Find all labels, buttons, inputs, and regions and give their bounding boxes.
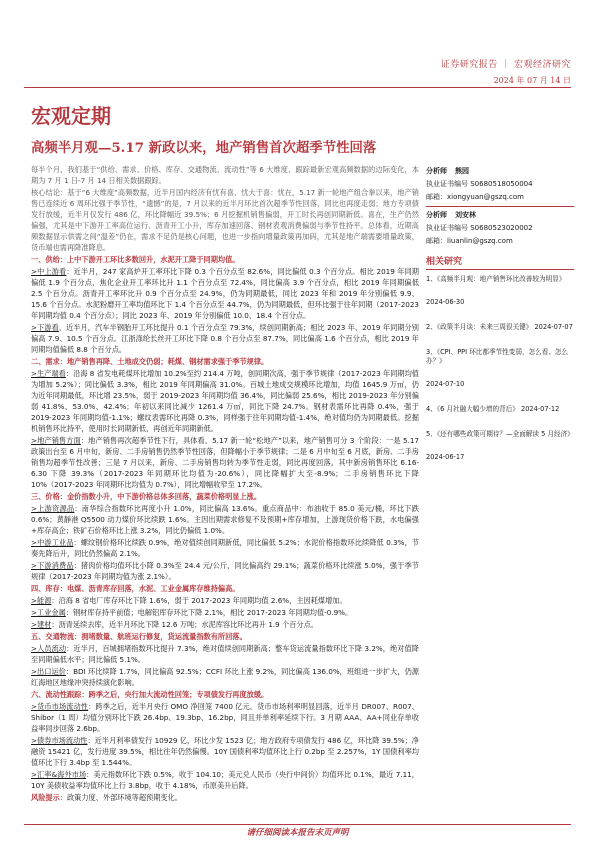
section-paragraph bbox=[31, 595, 419, 606]
author-2-cert-line bbox=[426, 222, 574, 235]
sidebar bbox=[426, 165, 574, 478]
paragraph-text: ：螺纹钢价格环比续跌 0.9%，绝对值续创同期新低，同比偏低 5.2%；水泥价格指数环比续降低 0.3%，节奏先降后升，同比仍然偏高 2.1%。 bbox=[31, 538, 419, 558]
section-paragraph bbox=[31, 368, 419, 434]
section-paragraph bbox=[31, 560, 419, 582]
paragraph-lead: >人员流动 bbox=[31, 644, 67, 653]
section-paragraph bbox=[31, 607, 419, 618]
paragraph-text: ：近半月利率债发行 10929 亿，环比少发 1523 亿；地方政府专项债发行 486 亿，环比降 39.5%；净融资 15421 亿，发行进度 39.5%，相比往年仍然偏慢。10Y 国债利率均值环比上行 0.2bp 至 2.257%，1Y 国债利率均值环比下行 3.4bp 至 1.544%。 bbox=[31, 736, 419, 767]
paragraph-lead: >债券市场流动性 bbox=[31, 736, 88, 745]
paragraph-text: ：近半月，247 家高炉开工率环比下降 0.3 个百分点至 82.6%，同比偏低 0.3 个百分点。相比 2019 年同期偏低 1.9 个百分点，焦化企业开工率环比升 1.1 个百分点至 72.4%，同比偏高 3.9 个百分点，相比 2019 年同期偏低 2.5 个百分点。沥青开工率环比升 0.9 个百分点至 24.9%，仍为同期最低，同比 2023 年和 2019 年分别偏低 9.9、15.6 个百分点。水泥粉磨开工率均值环比下 1.4 个百分点至 44.7%，仍为同期最低，但环比强于往年同期（2017-2023 年同期均值 0.4 个百分点）；同比 2023 年、2019 年分别偏低 10.0、18.4 个百分点。 bbox=[31, 267, 419, 320]
author-1-email[interactable]: xiongyuan@gszq.com bbox=[447, 193, 524, 201]
section-heading: 四、库存：电煤、沥青库存回落，水泥、工业金属库存维持偏高。 bbox=[31, 584, 240, 593]
author-1-cert: S0680518050004 bbox=[470, 180, 533, 188]
section-paragraph bbox=[31, 435, 419, 490]
author-2-cert-label: 执业证书编号 bbox=[426, 224, 468, 232]
paragraph-text: ：跨季之后，近半月央行 OMO 净回笼 7400 亿元。货币市场利率明显回落，近半月 DR007、R007、Shibor（1 周）均值分别环比下跌 26.4bp、19.3bp、16.2bp，同且并单利率延续下行。3 月期 AAA、AA+同业存单收益率同步回落 2.6bp。 bbox=[31, 702, 419, 733]
paragraph-text: ：近半月，百城拥堵指数环比提升 7.3%，绝对值续创同期新高；整车货运流量指数环比下降 3.2%，绝对值降至同期偏低水平；同比偏低 5.1%。 bbox=[31, 644, 419, 664]
report-category: 证券研究报告 ｜ 宏观经济研究 bbox=[440, 60, 571, 70]
report-subtitle: 高频半月观—5.17 新政以来，地产销售首次超季节性回落 bbox=[31, 140, 377, 156]
related-research-date: 2024-06-17 bbox=[426, 453, 465, 461]
footer-disclaimer: 请仔细阅读本报告末页声明 bbox=[246, 828, 349, 838]
author-2-cert: S0680523020002 bbox=[470, 224, 533, 232]
paragraph-lead: >货币市场流动性 bbox=[31, 702, 89, 711]
paragraph-text: ：南华综合指数环比再度小升 1.0%，同比偏高 13.6%。重点商品中：布油收于 85.0 美元/桶，环比下跌 0.6%；黄靜港 Q5500 动力煤价环比续跌 1.6%。主因出期需求修复不及预期+库存增加，上游现货价格下跌，水电偏强+库存高企；铁矿石价格环比上涨 3.2%，同比仍偏低 1.0%。 bbox=[31, 504, 419, 535]
section-paragraph bbox=[31, 701, 419, 734]
footer-divider bbox=[24, 824, 571, 825]
author-divider bbox=[426, 206, 574, 207]
author-1-email-line: 邮箱：xiongyuan@gszq.com bbox=[426, 193, 524, 201]
paragraph-lead: >汇率&海外市场 bbox=[31, 770, 87, 779]
paragraph-text: ：钢材库存持平前值；电解铝库存环比下降 2.1%，相比 2017-2023 年同期均值-0.9%。 bbox=[65, 608, 353, 617]
paragraph-text: ：BDI 环比续降 1.7%，同比偏高 92.5%；CCFI 环比上涨 9.2%，同比偏高 136.0%，班组进一步扩大，仍源红海地区地缘冲突持续演化影响。 bbox=[31, 667, 419, 687]
author-1-name: 熊园 bbox=[455, 167, 469, 175]
section-heading: 三、价格：金价指数小升，中下游价格总体多回落，蔬菜价格明显上涨。 bbox=[31, 492, 262, 501]
section-paragraph bbox=[31, 619, 419, 630]
section-paragraph bbox=[31, 503, 419, 536]
related-research-item[interactable]: 1、《高频半月观：地产销售环比改善较为明显》 bbox=[426, 275, 566, 283]
section-heading: 五、交通物流：拥堵数量、航班运行修复，货运流量指数有所回落。 bbox=[31, 632, 247, 641]
author-2-role: 分析师 bbox=[426, 211, 447, 219]
author-1-cert-label: 执业证书编号 bbox=[426, 180, 468, 188]
risk-text: ：政策力度、外部环境等超预期变化。 bbox=[59, 793, 182, 802]
report-body bbox=[31, 164, 419, 804]
paragraph-lead: >出口运价 bbox=[31, 667, 66, 676]
risk-warning bbox=[31, 792, 419, 803]
author-2-email-label: 邮箱 bbox=[426, 237, 440, 245]
section-heading: 一、供给：上中下游开工环比多数回升，水泥开工降于同期均值。 bbox=[31, 255, 240, 264]
summary-intro: 每半个月，我们基于“供给、需求、价格、库存、交通物流、流动性”等 6 大维度、跟踪最新宏观高频数据的边际变化，本期为 7 月 1 日-7 月 14 日相关数据跟踪。 bbox=[31, 165, 419, 185]
paragraph-text: ：沿海 8 省电厂库存环比下降 1.6%，弱于 2017-2023 年同期均值 2.6%，主因耗煤增加。 bbox=[51, 596, 347, 605]
author-1-cert-line bbox=[426, 178, 574, 191]
paragraph-lead: >工业金属 bbox=[31, 608, 66, 617]
report-header bbox=[441, 57, 571, 86]
related-research-item[interactable]: 3、《CPI、PPI 环比都季节性变弱，怎么看、怎么办？》 bbox=[426, 348, 569, 365]
related-research-title: 相关研究 bbox=[426, 254, 574, 270]
paragraph-text: ：沥青延续去库，近半月环比下降 12.6 万吨；水泥库容比环比再升 1.9 个百分点。 bbox=[51, 620, 318, 629]
report-sections bbox=[31, 254, 419, 791]
author-2-name: 刘安林 bbox=[455, 211, 476, 219]
author-1-line bbox=[426, 165, 574, 178]
related-research-item[interactable]: 2、《政策半月谈：未来三周很关键》 2024-07-07 bbox=[426, 323, 573, 331]
paragraph-lead: >能源 bbox=[31, 596, 52, 605]
related-research-item[interactable]: 5、《还有哪些政策可期待？—全面解读 5 月经济》 bbox=[426, 430, 574, 438]
section-paragraph bbox=[31, 322, 419, 355]
paragraph-text: ，近半月，汽车半钢胎开工环比提升 0.1 个百分点至 79.3%，续创同期新高；相比 2023 年、2019 年同期分别偏高 7.9、10.5 个百分点。江浙涤纶长丝开工环比下降 0.8 个百分点至 87.7%，同比偏高 1.6 个百分点，相比 2019 年同期均值偏低 8.8 个百分点。 bbox=[31, 323, 419, 354]
report-date: 2024 年 07 月 14 日 bbox=[493, 76, 571, 85]
related-research-list bbox=[426, 275, 574, 462]
author-1-email-label: 邮箱 bbox=[426, 193, 440, 201]
author-2-line bbox=[426, 209, 574, 222]
paragraph-lead: >生产端看 bbox=[31, 369, 66, 378]
author-1-role: 分析师 bbox=[426, 167, 447, 175]
section-paragraph bbox=[31, 266, 419, 321]
risk-heading: 风险提示 bbox=[31, 793, 60, 802]
related-research-date: 2024-06-30 bbox=[426, 298, 465, 306]
paragraph-lead: >中游工业品 bbox=[31, 538, 74, 547]
report-title: 宏观定期 bbox=[31, 104, 111, 128]
section-paragraph bbox=[31, 735, 419, 768]
related-research-item[interactable]: 4、《6 月社融大幅少增的背后》 2024-07-12 bbox=[426, 405, 560, 413]
paragraph-text: ：美元指数环比下跌 0.5%，收于 104.10；美元兑人民币（央行中间价）均值环比 0.1%，最近 7.11，10Y 美债收益率均值环比上行 3.8bp，收于 4.18%，币原美升后降。 bbox=[31, 770, 419, 790]
paragraph-text: ：猪肉价格均值环比小降 0.3%至 24.4 元/公斤，同比偏高约 29.1%；蔬菜价格环比续涨 5.0%，强于季节规律（2017-2023 年同期均值为涨 2.1%）。 bbox=[31, 561, 419, 581]
paragraph-text: ：沿海 8 省发电耗煤环比增加 10.2%至约 214.4 万吨，创同期次高，强于季节规律（2017-2023 年同期均值为增加 5.2%）；同比偏低 3.3%，相比 2019 年同期偏高 31.0%。百城土地成交规模环比增加，均值 1645.9 万㎡，仍为近年同期最低，环比增 23.5%，弱于 2019-2023 年同期均值 36.4%，同比偏弱 25.6%，相比 2019-2023 年分别偏弱 41.8%、53.0%、42.4%；年初以来同比减少 1261.4 万㎡，同比下降 24.7%。钢材表需环比再降 0.4%，强于 2019-2023 年同期均值-1.1%；螺纹表需环比再降 0.3%，同样强于往年同期均值-1.4%，绝对值均仍为同期最低。挖掘机销售环比持平，使用时长同期新低，再创近年同期新低。 bbox=[31, 369, 419, 433]
related-research-date: 2024-07-10 bbox=[426, 380, 465, 388]
paragraph-lead: >建材 bbox=[31, 620, 52, 629]
section-heading: 二、需求：地产销售再降、土地成交仍弱；耗煤、钢材需求强于季节规律。 bbox=[31, 357, 269, 366]
paragraph-text: ：地产销售再次超季节性下行，具体看，5.17 新一轮“松地产”以来，地产销售可分 3 个阶段：一是 5.17 政策出台至 6 月中旬，新房、二手房销售仍然季节性回落，但降幅小于季节规律；二是 6 月中旬至 6 月底，新房、二手房销售均超季节性改善；三是 7 月以来，新房、二手房销售均转为季节性走弱，同比再度回落，其中新房销售环比 6.16-6.30 下降 39.3%（2017-2023 年同期环比均值为-20.6%），同比降幅扩大至-8.9%；二手房销售环比下降 10%（2017-2023 年同期环比均值为 0.7%），同比增幅收窄至 17.2%。 bbox=[31, 436, 419, 489]
section-paragraph bbox=[31, 666, 419, 688]
paragraph-lead: >地产销售方面 bbox=[31, 436, 81, 445]
author-2-email-line: 邮箱：liuanlin@gszq.com bbox=[426, 237, 513, 245]
header-divider bbox=[24, 87, 571, 88]
section-paragraph bbox=[31, 537, 419, 559]
paragraph-lead: >中上游看 bbox=[31, 267, 67, 276]
section-heading: 六、流动性跟踪：跨季之后，央行加大流动性回笼；专项债发行再度放缓。 bbox=[31, 690, 269, 699]
author-2-email[interactable]: liuanlin@gszq.com bbox=[447, 237, 513, 245]
section-paragraph bbox=[31, 643, 419, 665]
summary-conclusion: 核心结论：基于“6 大维度”高频数据，近半月国内经济有忧有喜、忧大于喜：忧在，5.17 新一轮地产组合拳以来，地产销售已连续近 6 周环比强于季节性，“遗憾”的是，7 月以来的近半月环比首次超季节性回落，同比也再度走弱；地方专项债发行放缓，近半月仅发行 486 亿，环比降幅近 39.5%；6 月挖掘机销售偏弱，开工时长再创同期新低。喜在，生产仍然偏强，尤其是中下游开工率高位运行、沥青开工小升，库存加速回落、钢材表观消费偏弱与季节性持平。总体看，近期高频数据显示供需之间“温差”仍在，需求不足仍是核心问题，也进一步指向增量政策再加码，尤其是地产端需要增量政策，货币端也需再降准降息。 bbox=[31, 188, 419, 252]
paragraph-lead: >下游消费品 bbox=[31, 561, 74, 570]
paragraph-lead: >下游看 bbox=[31, 323, 59, 332]
paragraph-lead: >上游资源品 bbox=[31, 504, 75, 513]
section-paragraph bbox=[31, 769, 419, 791]
